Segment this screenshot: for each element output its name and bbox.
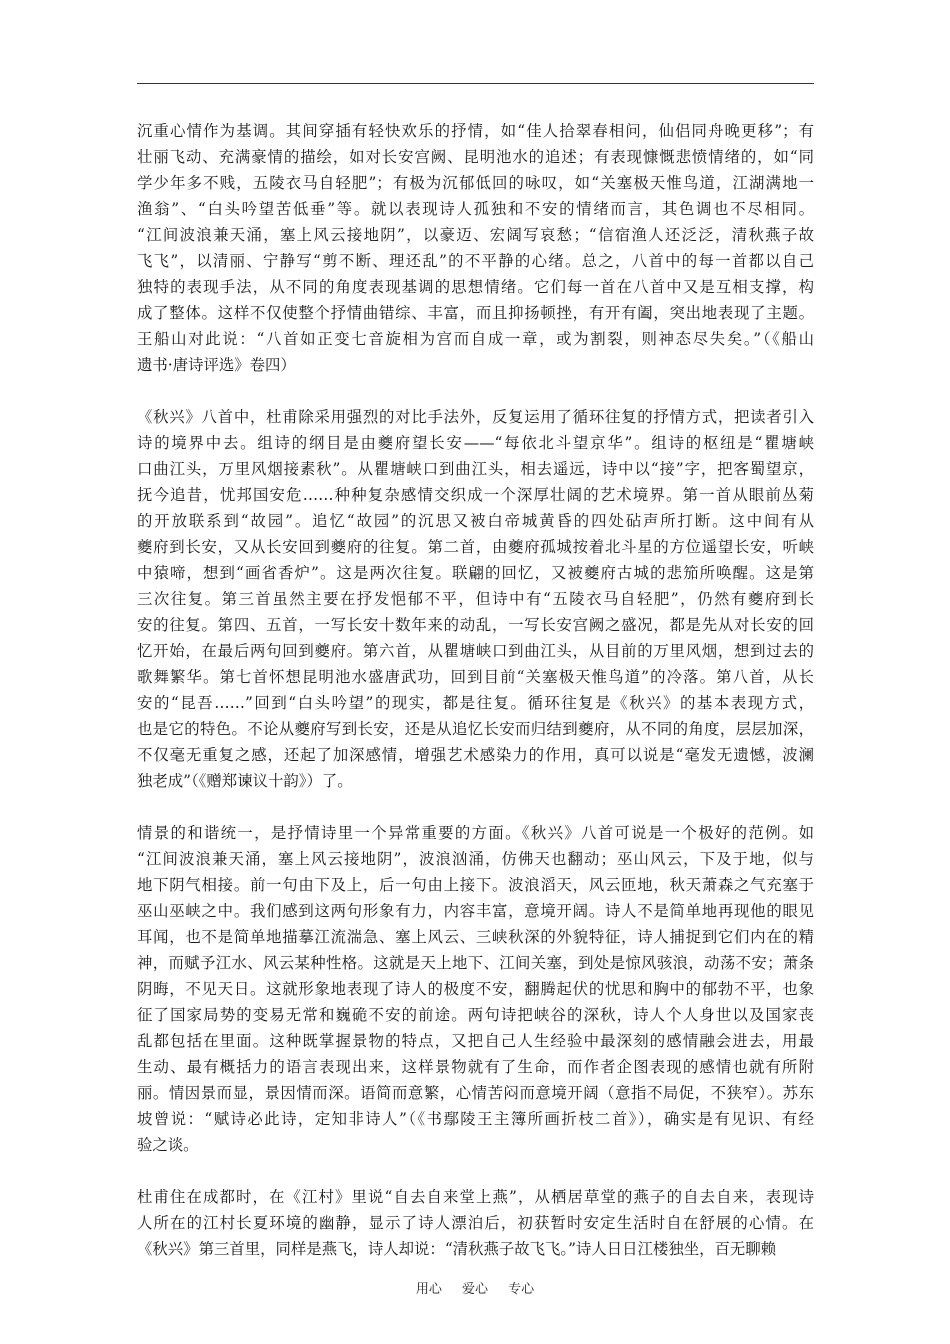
- paragraph: [137, 404, 814, 794]
- text-line: 独老成”（《赠郑谏议十韵》）了。: [137, 772, 353, 790]
- text-line: 中猿啼，想到“画省香炉”。这是两次往复。联翩的回忆，又被夔府古城的悲笳所唤醒。这是第: [137, 564, 814, 582]
- header-rule: [137, 83, 814, 84]
- text-line: “江间波浪兼天涌，塞上风云接地阴”，波浪汹涌，仿佛天也翻动；巫山风云，下及于地，似与: [137, 850, 814, 868]
- text-line: 征了国家局势的变易无常和巍硊不安的前途。两句诗把峡谷的深秋，诗人个人身世以及国家丧: [137, 1006, 814, 1024]
- text-line: 《秋兴》八首中，杜甫除采用强烈的对比手法外，反复运用了循环往复的抒情方式，把读者引入: [137, 408, 814, 426]
- paragraph: [137, 118, 814, 378]
- text-line: 杜甫住在成都时，在《江村》里说“自去自来堂上燕”，从栖居草堂的燕子的自去自来，表现诗: [137, 1188, 814, 1206]
- text-line: 神，而赋予江水、风云某种性格。这就是天上地下、江间关塞，到处是惊风骇浪，动荡不安；萧条: [137, 954, 814, 972]
- text-line: 耳闻，也不是简单地描摹江流湍急、塞上风云、三峡秋深的外貌特征，诗人捕捉到它们内在的精: [137, 928, 814, 946]
- text-line: 验之谈。: [137, 1136, 199, 1154]
- text-line: 地下阴气相接。前一句由下及上，后一句由上接下。波浪滔天，风云匝地，秋天萧森之气充塞于: [137, 876, 814, 894]
- text-line: 生动、最有概括力的语言表现出来，这样景物就有了生命，而作者企图表现的感情也就有所附: [137, 1058, 814, 1076]
- text-line: 壮丽飞动、充满豪情的描绘，如对长安宫阙、昆明池水的追述；有表现慷慨悲愤情绪的，如“同: [137, 148, 814, 166]
- text-line: 坡曾说：“赋诗必此诗，定知非诗人”（《书鄢陵王主簿所画折枝二首》），确实是有见识、有经: [137, 1110, 814, 1128]
- text-line: 《秋兴》第三首里，同样是燕飞，诗人却说：“清秋燕子故飞飞。”诗人日日江楼独坐，百无聊赖: [137, 1240, 777, 1258]
- text-line: 乱都包括在里面。这种既掌握景物的特点，又把自己人生经验中最深刻的感情融会进去，用最: [137, 1032, 814, 1050]
- text-line: 飞飞”，以清丽、宁静写“剪不断、理还乱”的不平静的心绪。总之，八首中的每一首都以自己: [137, 252, 814, 270]
- footer-word-1: 用心: [415, 1282, 442, 1297]
- text-line: 遗书·唐诗评选》卷四）: [137, 356, 296, 374]
- paragraph: [137, 820, 814, 1158]
- text-line: 沉重心情作为基调。其间穿插有轻快欢乐的抒情，如“佳人拾翠春相问，仙侣同舟晚更移”；有: [137, 122, 814, 140]
- text-line: 的开放联系到“故园”。追忆“故园”的沉思又被白帝城黄昏的四处砧声所打断。这中间有从: [137, 512, 814, 530]
- text-line: 巫山巫峡之中。我们感到这两句形象有力，内容丰富，意境开阔。诗人不是简单地再现他的眼见: [137, 902, 814, 920]
- footer-word-3: 专心: [508, 1282, 535, 1297]
- text-line: 忆开始，在最后两句回到夔府。第六首，从瞿塘峡口到曲江头，从目前的万里风烟，想到过去的: [137, 642, 814, 660]
- document-body: [137, 118, 814, 1288]
- footer-word-2: 爱心: [461, 1282, 488, 1297]
- text-line: 夔府到长安，又从长安回到夔府的往复。第二首，由夔府孤城按着北斗星的方位遥望长安，听峡: [137, 538, 814, 556]
- text-line: 诗的境界中去。组诗的纲目是由夔府望长安——“每依北斗望京华”。组诗的枢纽是“瞿塘峡: [137, 434, 814, 452]
- text-line: 口曲江头，万里风烟接素秋”。从瞿塘峡口到曲江头，相去遥远，诗中以“接”字，把客蜀望京，: [137, 460, 814, 478]
- paragraph: [137, 1184, 814, 1262]
- text-line: 三次往复。第三首虽然主要在抒发悒郁不平，但诗中有“五陵衣马自轻肥”，仍然有夔府到长: [137, 590, 814, 608]
- text-line: 情景的和谐统一，是抒情诗里一个异常重要的方面。《秋兴》八首可说是一个极好的范例。如: [137, 824, 814, 842]
- text-line: 王船山对此说：“八首如正变七音旋相为宫而自成一章，或为割裂，则神态尽失矣。”（《船山: [137, 330, 814, 348]
- text-line: 成了整体。这样不仅使整个抒情曲错综、丰富，而且抑扬顿挫，有开有阖，突出地表现了主题。: [137, 304, 814, 322]
- text-line: 丽。情因景而显，景因情而深。语简而意繁，心情苦闷而意境开阔（意指不局促，不狭窄）。苏东: [137, 1084, 814, 1102]
- text-line: 也是它的特色。不论从夔府写到长安，还是从追忆长安而归结到夔府，从不同的角度，层层加深，: [137, 720, 814, 738]
- page-footer: [0, 1278, 950, 1297]
- text-line: 独特的表现手法，从不同的角度表现基调的思想情绪。它们每一首在八首中又是互相支撑，构: [137, 278, 814, 296]
- text-line: 安的往复。第四、五首，一写长安十数年来的动乱，一写长安宫阙之盛况，都是先从对长安的回: [137, 616, 814, 634]
- text-line: 人所在的江村长夏环境的幽静，显示了诗人漂泊后，初获暂时安定生活时自在舒展的心情。在: [137, 1214, 814, 1232]
- text-line: 安的“昆吾……”回到“白头吟望”的现实，都是往复。循环往复是《秋兴》的基本表现方式，: [137, 694, 814, 712]
- text-line: 阴晦，不见天日。这就形象地表现了诗人的极度不安，翻腾起伏的忧思和胸中的郁勃不平，也象: [137, 980, 814, 998]
- text-line: 渔翁”、“白头吟望苦低垂”等。就以表现诗人孤独和不安的情绪而言，其色调也不尽相同。: [137, 200, 814, 218]
- text-line: 抚今追昔，忧邦国安危……种种复杂感情交织成一个深厚壮阔的艺术境界。第一首从眼前丛菊: [137, 486, 814, 504]
- text-line: 不仅毫无重复之感，还起了加深感情，增强艺术感染力的作用，真可以说是“毫发无遗憾，波澜: [137, 746, 814, 764]
- text-line: 歌舞繁华。第七首怀想昆明池水盛唐武功，回到目前“关塞极天惟鸟道”的冷落。第八首，从长: [137, 668, 814, 686]
- text-line: 学少年多不贱，五陵衣马自轻肥”；有极为沉郁低回的咏叹，如“关塞极天惟鸟道，江湖满地一: [137, 174, 814, 192]
- text-line: “江间波浪兼天涌，塞上风云接地阴”，以豪迈、宏阔写哀愁；“信宿渔人还泛泛，清秋燕子故: [137, 226, 814, 244]
